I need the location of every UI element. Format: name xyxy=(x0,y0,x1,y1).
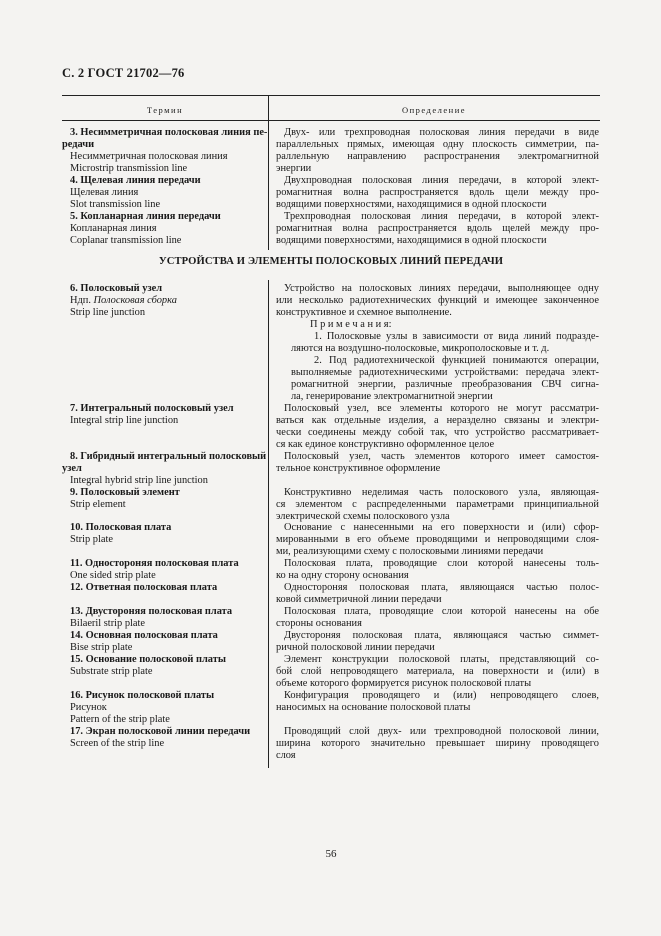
term-line: 8. Гибридный интегральный полосковый xyxy=(70,451,267,462)
definition-line: слоя xyxy=(276,750,296,761)
term-line: 11. Одностороняя полосковая плата xyxy=(70,558,239,569)
definition-line: энергии xyxy=(276,163,312,174)
term-16 xyxy=(62,690,267,726)
column-header-definition: Определение xyxy=(401,105,467,115)
term-9 xyxy=(62,487,267,511)
term-line: 4. Щелевая линия передачи xyxy=(70,175,201,186)
definition-line: Конфигурация проводящего и (или) непроводящего слоев, xyxy=(284,690,599,701)
term-line: Strip element xyxy=(70,499,126,510)
def-16 xyxy=(276,690,599,714)
definition-line: водящими поверхностями, находящимися в одной плоскости xyxy=(276,235,547,246)
def-17 xyxy=(276,726,599,762)
term-line: 15. Основание полосковой платы xyxy=(70,654,226,665)
term-6 xyxy=(62,283,267,319)
column-divider-top xyxy=(268,95,269,250)
definition-line: Полосковая плата, проводящие слои которой нанесены толь- xyxy=(284,558,599,569)
definition-line: чески соединены между собой так, что устройство рассматривает- xyxy=(276,427,599,438)
term-line: Integral hybrid strip line junction xyxy=(70,475,208,486)
def-15 xyxy=(276,654,599,690)
table-header-rule xyxy=(62,120,600,121)
definition-line: стороны основания xyxy=(276,618,362,629)
table-top-rule xyxy=(62,95,600,96)
definition-line: ричной полосковой линии передачи xyxy=(276,642,435,653)
term-11 xyxy=(62,558,267,582)
definition-line: электрической схемы полоскового узла xyxy=(276,511,450,522)
definition-line: параллельных прямых, имеющая одну плоскость симметрии, па- xyxy=(276,139,599,150)
definition-line: наносимых на основание полосковой платы xyxy=(276,702,471,713)
term-7 xyxy=(62,403,267,427)
definition-line: ми, реализующими схему с полосковыми линиями передачи xyxy=(276,546,544,557)
term-line: Несимметричная полосковая линия xyxy=(70,151,228,162)
definition-line: Полосковая плата, проводящие слои которой нанесены на обе xyxy=(284,606,599,617)
definition-line: Проводящий слой двух- или трехпроводной полосковой линии, xyxy=(284,726,599,737)
term-line: Рисунок xyxy=(70,702,107,713)
definition-line: водящими поверхностями, находящимися в одной плоскости xyxy=(276,199,547,210)
term-13 xyxy=(62,606,267,630)
term-12 xyxy=(62,582,267,594)
definition-line: тельное конструктивное оформление xyxy=(276,463,441,474)
definition-line: ся элементом с распределенными параметрами принципиальной xyxy=(276,499,599,510)
definition-line: ла, генерирование электромагнитной энергии xyxy=(291,391,493,402)
term-line: узел xyxy=(62,463,82,474)
term-line: 5. Копланарная линия передачи xyxy=(70,211,221,222)
term-line: 13. Двустороняя полосковая плата xyxy=(70,606,233,617)
definition-line: ся как единое конструктивно оформленное целое xyxy=(276,439,495,450)
term-10 xyxy=(62,522,267,546)
definition-line: Полосковый узел, все элементы которого не могут рассматри- xyxy=(284,403,599,414)
term-line: One sided strip plate xyxy=(70,570,156,581)
definition-line: Основание с нанесенными на его поверхности и (или) сфор- xyxy=(284,522,599,533)
definition-line: ромагнитная волна распространяется вдоль щелей между про- xyxy=(276,223,599,234)
term-line: Integral strip line junction xyxy=(70,415,179,426)
term-line: Coplanar transmission line xyxy=(70,235,182,246)
definition-line: объеме которого формируется рисунок полосковой платы xyxy=(276,678,532,689)
term-line: 17. Экран полосковой линии передачи xyxy=(70,726,251,737)
term-line: 10. Полосковая плата xyxy=(70,522,172,533)
definition-line: ромагнитная волна распространяется вдоль щели между про- xyxy=(276,187,599,198)
definition-line: Двухпроводная полосковая линия передачи, в которой элект- xyxy=(284,175,599,186)
definition-line: ширина которого значительно превышает ширину проводящего xyxy=(276,738,599,749)
definition-line: 1. Полосковые узлы в зависимости от вида линий подразде- xyxy=(314,331,599,342)
definition-line: Элемент конструкции полосковой платы, представляющий со- xyxy=(284,654,599,665)
definition-line: Трехпроводная полосковая линия передачи, в которой элект- xyxy=(284,211,599,222)
definition-line: мированными в его объеме проводящими и непроводящими слоя- xyxy=(276,534,599,545)
term-line: Bilaeril strip plate xyxy=(70,618,146,629)
definition-line: бой слой непроводящего материала, на поверхности и (или) в xyxy=(276,666,599,677)
term-line: 9. Полосковый элемент xyxy=(70,487,180,498)
section-title: УСТРОЙСТВА И ЭЛЕМЕНТЫ ПОЛОСКОВЫХ ЛИНИЙ ПЕРЕДАЧИ xyxy=(158,256,504,267)
definition-line: ромагнитной энергии, различные преобразования СВЧ сигна- xyxy=(291,379,599,390)
term-15 xyxy=(62,654,267,678)
term-line: Strip plate xyxy=(70,534,113,545)
page-number: 56 xyxy=(325,848,337,860)
definition-line: ляются на воздушно-полосковые, микрополосковые и т. д. xyxy=(291,343,550,354)
def-12 xyxy=(276,582,599,606)
definition-line: ваться как отдельные изделия, а неразделно связаны и электри- xyxy=(276,415,599,426)
def-8 xyxy=(276,451,599,475)
def-9 xyxy=(276,487,599,523)
term-line: 12. Ответная полосковая плата xyxy=(70,582,218,593)
definition-line: ко на одну сторону основания xyxy=(276,570,409,581)
def-10 xyxy=(276,522,599,558)
column-divider-bottom xyxy=(268,280,269,768)
terms-column-top xyxy=(62,127,267,247)
term-line: Microstrip transmission line xyxy=(70,163,188,174)
term-line: Щелевая линия xyxy=(70,187,139,198)
term-line: Pattern of the strip plate xyxy=(70,714,170,725)
term-line: Substrate strip plate xyxy=(70,666,153,677)
term-line: Strip line junction xyxy=(70,307,146,318)
definition-line: Устройство на полосковых линиях передачи, выполняющее одну xyxy=(284,283,599,294)
term-line: 7. Интегральный полосковый узел xyxy=(70,403,234,414)
term-line: Ндп. Полосковая сборка xyxy=(70,295,177,306)
term-line: 6. Полосковый узел xyxy=(70,283,163,294)
definition-line: 2. Под радиотехнической функцией понимаются операции, xyxy=(314,355,599,366)
definition-line: Двустороняя полосковая плата, являющаяся частью симмет- xyxy=(284,630,599,641)
def-13 xyxy=(276,606,599,630)
definition-line: Полосковый узел, часть элементов которого имеет самостоя- xyxy=(284,451,599,462)
definition-line: раллельную направлению распространения электромагнитной xyxy=(276,151,599,162)
def-11 xyxy=(276,558,599,582)
def-7 xyxy=(276,403,599,451)
term-line: Копланарная линия xyxy=(70,223,157,234)
term-line: редачи xyxy=(62,139,95,150)
term-line: Slot transmission line xyxy=(70,199,161,210)
term-8 xyxy=(62,451,267,487)
column-header-terms: Термин xyxy=(146,105,184,115)
definitions-column-top xyxy=(276,127,599,247)
notes-heading: П р и м е ч а н и я: xyxy=(310,319,392,330)
definition-line: Одностороняя полосковая плата, являющаяся частью полос- xyxy=(284,582,599,593)
definition-line: или несколько радиотехнических функций и имеющее законченное xyxy=(276,295,599,306)
definition-line: выполняемые радиотехническими устройствами: передача элект- xyxy=(291,367,599,378)
definition-line: Конструктивно неделимая часть полоскового узла, являющая- xyxy=(284,487,599,498)
term-line: 14. Основная полосковая плата xyxy=(70,630,218,641)
term-17 xyxy=(62,726,267,750)
definition-line: ковой симметричной линии передачи xyxy=(276,594,442,605)
term-line: 16. Рисунок полосковой платы xyxy=(70,690,215,701)
def-6 xyxy=(276,283,599,403)
term-line: Screen of the strip line xyxy=(70,738,165,749)
term-line: Bise strip plate xyxy=(70,642,133,653)
def-14 xyxy=(276,630,599,654)
definition-line: Двух- или трехпроводная полосковая линия передачи в виде xyxy=(284,127,599,138)
page-header: С. 2 ГОСТ 21702—76 xyxy=(62,66,185,80)
term-14 xyxy=(62,630,267,654)
definition-line: конструктивное и схемное выполнение. xyxy=(276,307,452,318)
term-line: 3. Несимметричная полосковая линия пе- xyxy=(70,127,267,138)
